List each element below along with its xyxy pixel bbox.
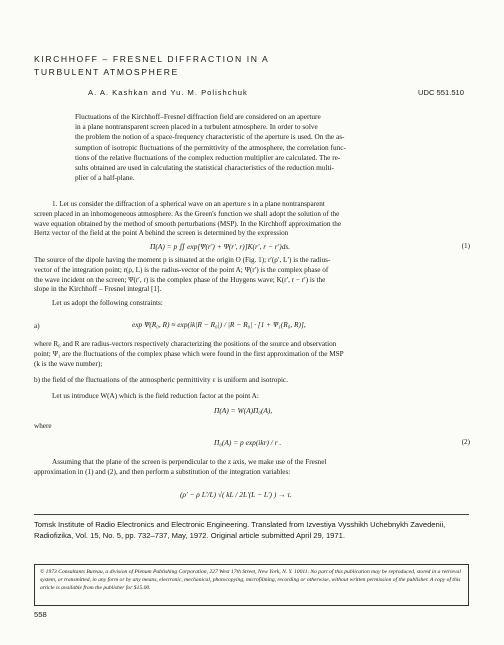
abstract-line: plier of a half-plane.: [75, 173, 135, 183]
body-line: the wave incident on the screen; Ψ(r′, r) is the complex phase of the Huygens wave; K(r′, r − r′) is the: [34, 275, 326, 284]
body-line: Hertz vector of the field at the point A behind the screen is determined by the expression: [34, 229, 289, 238]
section-1-para-3: [34, 299, 471, 309]
section-1-para-1: [34, 200, 471, 239]
body-line: (k is the wave number);: [34, 359, 103, 368]
body-line: 1. Let us consider the diffraction of a spherical wave on an aperture s in a plane nontransparent: [52, 200, 325, 208]
abstract-line: sumption of isotropic fluctuations of the permittivity of the atmosphere, the correlation func-: [75, 142, 346, 152]
section-1-para-6: [34, 458, 471, 478]
body-line: point; Ψ₁ are the fluctuations of the complex phase which were found in the first approximation of the MSP: [34, 349, 344, 358]
abstract-line: Fluctuations of the Kirchhoff–Fresnel diffraction field are considered on an aperture: [75, 112, 321, 121]
copyright-box: © 1973 Consultants Bureau, a division of Plenum Publishing Corporation, 227 West 17th Street, New York, N. Y. 10011. No part of this publication may be reproduced, stored in a retrieval system, or transmitted, in any form or by any means, electronic, mechanical, photocopying, microfilming, recording or otherwise, without written permission of the publisher. A copy of this article is available from the publisher for $15.00.: [34, 564, 469, 606]
body-line: b) the field of the fluctuations of the atmospheric permittivity ε is uniform and isotropic.: [34, 376, 288, 384]
body-line: where R₀ and R are radius-vectors respectively characterizing the positions of the source and observation: [34, 340, 337, 348]
body-line: Let us introduce W(A) which is the field reduction factor at the point A:: [52, 392, 259, 400]
section-1-para-2: [34, 256, 471, 295]
section-1-para-5: [34, 392, 471, 402]
item-b: [34, 376, 471, 386]
body-line: wave equation obtained by the method of smooth perturbations (MSP). In the Kirchhoff approximation the: [34, 219, 342, 228]
equation-3: (ρ′ − ρ L′/L) √( kL / 2L′(L − L′) ) → τ.: [180, 490, 292, 499]
equation-w: Π(A) = W(A)Π₀(A),: [214, 406, 273, 415]
equation-a: exp Ψ(R₀, R) ≈ exp(ik|R − R₀|) / |R − R₀| · [1 + Ψ₁(R₀, R)],: [132, 320, 306, 329]
equation-1: Π(A) = p ∬ exp[Ψ(r′) + Ψ(r′, r)]K(r′, r − r′)ds.: [150, 242, 291, 251]
abstract-line: the problem the notion of a space-frequency characteristic of the aperture is used. On the as-: [75, 132, 345, 142]
abstract-line: tions of the relative fluctuations of the complex reduction multiplier are calculated. The re-: [75, 152, 341, 162]
body-line: screen placed in an inhomogeneous atmosphere. As the Green's function we shall adopt the solution of the: [34, 209, 340, 218]
body-line: slope in the Kirchhoff – Fresnel integral [1].: [34, 285, 162, 294]
authors: A. A. Kashkan and Yu. M. Polishchuk: [88, 88, 248, 97]
equation-1-number: (1): [461, 242, 470, 250]
abstract: [75, 112, 470, 183]
udc-code: UDC 551.510: [417, 88, 464, 97]
body-line: Let us adopt the following constraints:: [52, 299, 163, 307]
title-line-1: KIRCHHOFF – FRESNEL DIFFRACTION IN A: [34, 54, 270, 64]
footnote: Tomsk Institute of Radio Electronics and Electronic Engineering. Translated from Izvestiya Vysshikh Uchebnykh Zavedenii, Radiofizika, Vol. 15, No. 5, pp. 732–737, May, 1972. Original article submitted April 29, 1971.: [34, 520, 446, 540]
footnote-divider: [34, 514, 469, 515]
abstract-line: in a plane nontransparent screen placed in a turbulent atmosphere. In order to solve: [75, 122, 318, 132]
where-label: where: [34, 422, 52, 430]
page-number: 558: [34, 610, 47, 619]
equation-2: Π₀(A) = p exp(ikr) / r .: [214, 438, 282, 447]
body-line: Assuming that the plane of the screen is perpendicular to the z axis, we make use of the Fresnel: [52, 458, 327, 466]
section-1-para-4: [34, 340, 471, 369]
body-line: approximation in (1) and (2), and then perform a substitution of the integration variables:: [34, 467, 291, 476]
body-line: vector of the integration point; r(ρ, L) is the radius-vector of the point A; Ψ(r′) is the complex phase of: [34, 265, 329, 274]
item-a-label: a): [34, 322, 40, 330]
body-line: The source of the dipole having the moment p is situated at the origin O (Fig. 1); r′(ρ′, L′) is the radius-: [34, 256, 331, 264]
equation-2-number: (2): [461, 438, 470, 446]
title-line-2: TURBULENT ATMOSPHERE: [34, 67, 179, 77]
abstract-line: sults obtained are used in calculating the statistical characteristics of the reduction multi-: [75, 163, 334, 173]
